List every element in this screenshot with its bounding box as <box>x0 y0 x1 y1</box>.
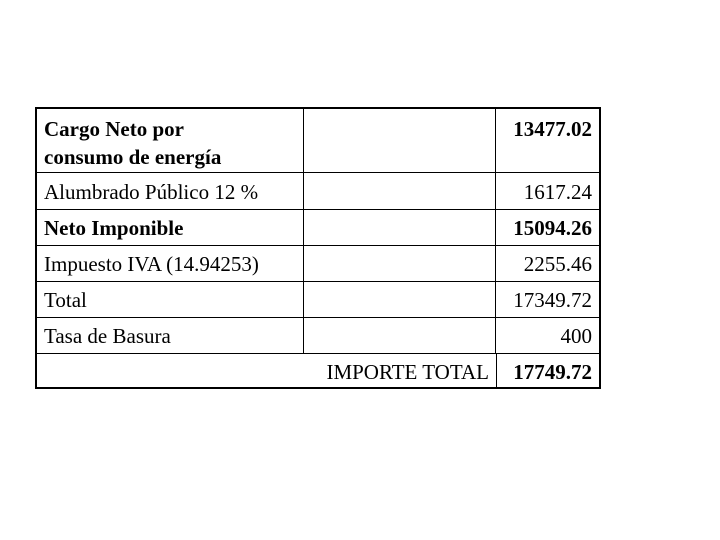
empty-cell <box>303 210 496 245</box>
label-cargo-neto <box>37 109 303 172</box>
value-cargo-neto: 13477.02 <box>513 117 592 141</box>
row-neto-imponible <box>37 210 599 246</box>
row-total <box>37 282 599 318</box>
row-tasa-basura <box>37 318 599 354</box>
label-alumbrado-publico: Alumbrado Público 12 % <box>44 180 259 204</box>
label-impuesto-iva: Impuesto IVA (14.94253) <box>44 252 259 276</box>
empty-cell <box>303 282 496 317</box>
row-cargo-neto <box>37 109 599 173</box>
billing-summary-table <box>35 107 601 389</box>
label-importe-total: IMPORTE TOTAL <box>326 360 489 384</box>
value-importe-total: 17749.72 <box>513 360 592 384</box>
empty-cell <box>303 173 496 209</box>
label-tasa-basura: Tasa de Basura <box>44 324 171 348</box>
value-tasa-basura: 400 <box>560 324 592 348</box>
label-cargo-neto-line1: Cargo Neto por <box>44 117 184 141</box>
value-alumbrado-publico: 1617.24 <box>523 180 592 204</box>
label-neto-imponible: Neto Imponible <box>44 216 184 240</box>
label-cargo-neto-line2: consumo de energía <box>44 145 222 169</box>
row-impuesto-iva <box>37 246 599 282</box>
empty-cell <box>303 318 496 353</box>
value-impuesto-iva: 2255.46 <box>523 252 592 276</box>
row-importe-total <box>37 354 599 387</box>
label-total: Total <box>44 288 87 312</box>
value-total: 17349.72 <box>513 288 592 312</box>
empty-cell <box>303 246 496 281</box>
value-neto-imponible: 15094.26 <box>513 216 592 240</box>
row-alumbrado-publico <box>37 173 599 210</box>
empty-cell <box>303 109 496 172</box>
